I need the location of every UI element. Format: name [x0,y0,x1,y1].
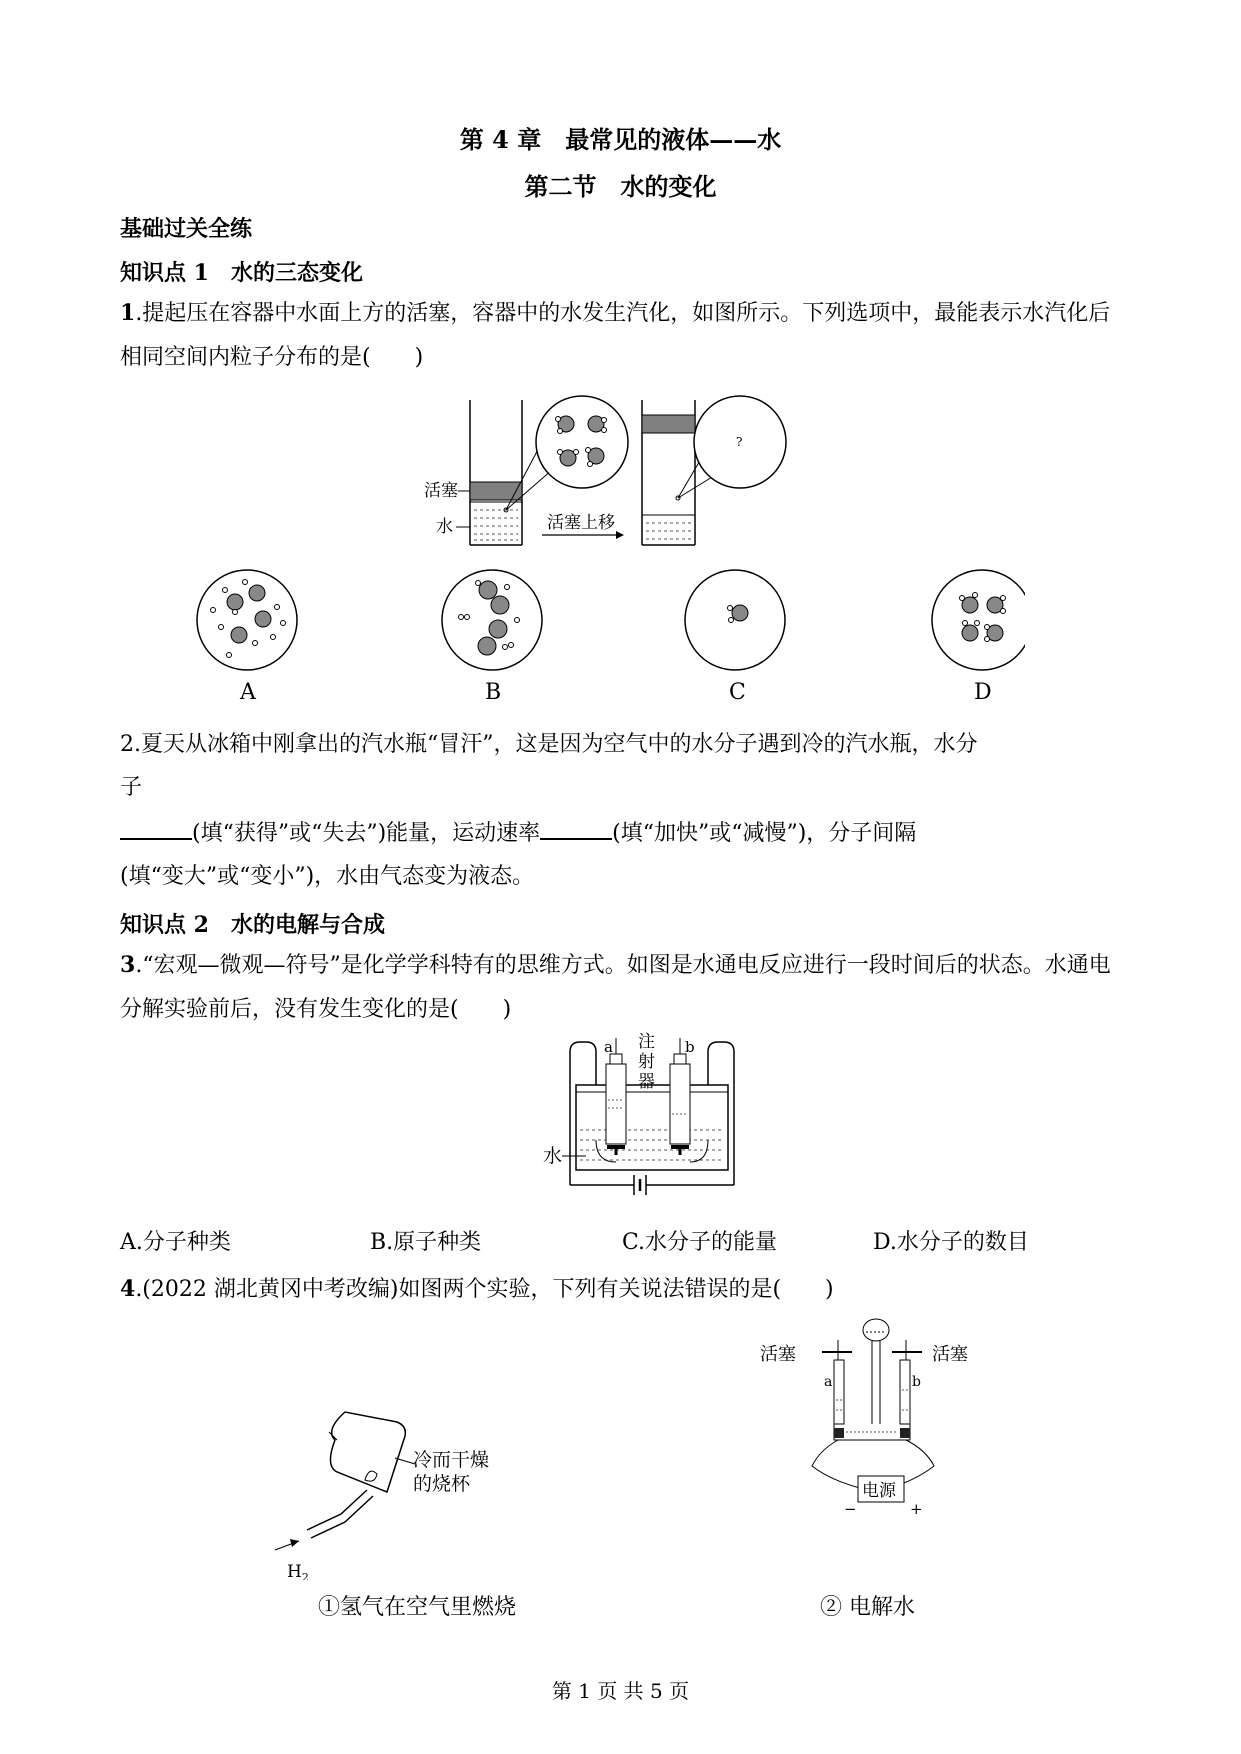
section-title: 第二节 水的变化 [524,172,717,201]
question-mark: ? [736,435,743,449]
power-label: 电源 [862,1481,896,1501]
option-d-label: D [974,680,992,705]
fig1-caption: ①氢气在空气里燃烧 [318,1595,517,1620]
label-a: a [604,1038,613,1056]
q1-options-figures [195,565,1025,675]
valve-left-label: 活塞 [760,1344,796,1365]
electrolysis-syringe-diagram [510,1030,750,1200]
practice-title: 基础过关全练 [120,216,253,242]
water-label: 水 [543,1145,563,1167]
option-c-label: C [729,680,746,705]
option-d-circle [932,570,1025,670]
plus-label: + [910,1500,923,1518]
question-1 [120,291,1130,380]
question-number: 1 [120,300,136,326]
zoom-circle-before [536,396,628,488]
container-before [470,400,522,545]
page-footer: 第 1 页 共 5 页 [551,1679,690,1703]
syringe-label-3: 器 [638,1072,655,1092]
water-electrolysis-diagram [760,1300,970,1580]
knowledge-point-1: 知识点 1 水的三态变化 [120,260,363,286]
question-text: .(2022 湖北黄冈中考改编)如图两个实验，下列有关说法错误的是( ) [135,1277,834,1302]
water-label: 水 [436,517,453,537]
q3-option-c: C.水分子的能量 [622,1230,778,1255]
option-a-label: A [240,680,256,705]
blank-energy[interactable] [120,820,192,840]
fig2-caption: ② 电解水 [820,1595,915,1620]
valve-right-label: 活塞 [932,1344,968,1365]
question-2-line2: 子 [120,775,143,800]
question-2-line3 [120,812,1130,856]
question-2-line1: 2.夏天从冰箱中刚拿出的汽水瓶“冒汗”，这是因为空气中的水分子遇到冷的汽水瓶，水分 [120,732,978,757]
blank-speed[interactable] [540,820,612,840]
syringe-label-1: 注 [638,1032,655,1052]
label-b: b [912,1374,921,1390]
piston-label: 活塞 [424,481,458,501]
beaker-label-2: 的烧杯 [413,1473,471,1495]
q3-option-d: D.水分子的数目 [873,1230,1029,1255]
option-a-circle [197,570,297,670]
syringe-label-2: 射 [638,1052,655,1072]
label-b: b [685,1038,695,1056]
question-text: .“宏观—微观—符号”是化学学科特有的思维方式。如图是水通电反应进行一段时间后的状态。水通电分解实验前后，没有发生变化的是( ) [120,953,1111,1022]
hydrogen-burning-diagram [265,1400,555,1580]
knowledge-point-2: 知识点 2 水的电解与合成 [120,912,385,938]
option-b-circle [442,570,542,670]
question-text: .提起压在容器中水面上方的活塞，容器中的水发生汽化，如图所示。下列选项中，最能表示水汽化后相同空间内粒子分布的是( ) [120,301,1111,370]
beaker-label-1: 冷而干燥 [413,1449,490,1471]
question-number: 4 [120,1276,136,1302]
q2-part-b: (填“加快”或“减慢”)，分子间隔 [612,821,917,846]
arrow-right-icon [540,528,625,542]
q3-option-a: A.分子种类 [120,1230,231,1255]
option-c-circle [685,570,785,670]
question-3 [120,943,1130,1032]
question-4 [120,1267,1130,1312]
h2-label: $H_2$ [287,1562,309,1580]
label-a: a [824,1374,833,1390]
q2-part-a: (填“获得”或“失去”)能量，运动速率 [192,821,541,846]
q3-option-b: B.原子种类 [370,1230,482,1255]
chapter-title: 第 4 章 最常见的液体——水 [459,125,782,154]
question-number: 3 [120,952,136,978]
option-b-label: B [485,680,502,705]
move-up-label: 活塞上移 [547,513,615,533]
question-2-line4: (填“变大”或“变小”)，水由气态变为液态。 [120,864,535,889]
container-after [642,400,695,545]
minus-label: − [844,1500,857,1518]
